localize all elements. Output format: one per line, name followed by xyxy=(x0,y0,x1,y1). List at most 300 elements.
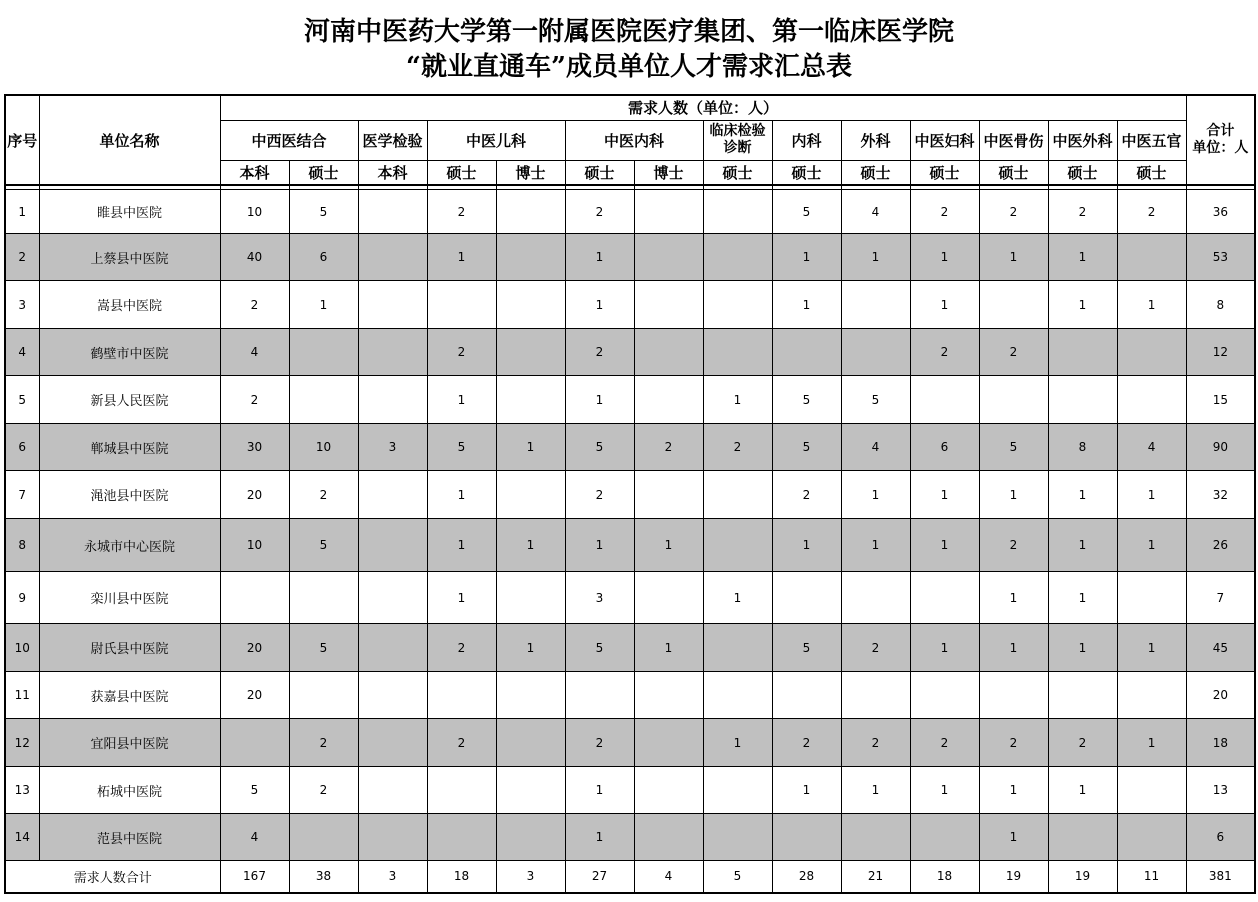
row-value-cell: 2 xyxy=(979,329,1048,376)
row-value-cell xyxy=(358,814,427,861)
row-total: 8 xyxy=(1186,281,1255,329)
summary-total: 381 xyxy=(1186,861,1255,893)
row-value-cell xyxy=(703,519,772,572)
row-seq: 3 xyxy=(5,281,39,329)
table-row xyxy=(5,624,1255,672)
row-value-cell: 2 xyxy=(1048,719,1117,767)
row-value-cell xyxy=(841,281,910,329)
row-unit-name: 新县人民医院 xyxy=(39,376,220,424)
row-value-cell: 1 xyxy=(979,814,1048,861)
row-value-cell: 5 xyxy=(772,190,841,234)
row-value-cell xyxy=(1117,329,1186,376)
row-value-cell: 5 xyxy=(979,424,1048,471)
row-value-cell xyxy=(496,471,565,519)
row-value-cell xyxy=(772,814,841,861)
row-value-cell: 1 xyxy=(565,519,634,572)
row-value-cell: 6 xyxy=(289,234,358,281)
row-value-cell xyxy=(1048,814,1117,861)
row-value-cell: 5 xyxy=(289,519,358,572)
row-value-cell xyxy=(979,281,1048,329)
row-value-cell xyxy=(220,572,289,624)
header-specialty-4: 临床检验诊断 xyxy=(703,120,772,160)
row-value-cell xyxy=(220,719,289,767)
row-value-cell: 5 xyxy=(772,424,841,471)
row-value-cell: 1 xyxy=(841,767,910,814)
row-value-cell: 5 xyxy=(220,767,289,814)
summary-value-cell: 19 xyxy=(1048,861,1117,893)
row-value-cell: 1 xyxy=(427,376,496,424)
row-value-cell xyxy=(703,624,772,672)
row-seq: 6 xyxy=(5,424,39,471)
summary-value-cell: 28 xyxy=(772,861,841,893)
title-line-2: “就业直通车”成员单位人才需求汇总表 xyxy=(406,52,852,82)
row-value-cell: 2 xyxy=(703,424,772,471)
row-value-cell: 3 xyxy=(565,572,634,624)
header-specialty-9: 中医外科 xyxy=(1048,120,1117,160)
row-value-cell: 2 xyxy=(220,376,289,424)
row-value-cell: 1 xyxy=(772,234,841,281)
row-value-cell: 2 xyxy=(289,767,358,814)
demand-summary-table xyxy=(4,94,1256,894)
row-value-cell xyxy=(358,376,427,424)
row-unit-name: 嵩县中医院 xyxy=(39,281,220,329)
row-unit-name: 郸城县中医院 xyxy=(39,424,220,471)
row-value-cell: 2 xyxy=(910,329,979,376)
header-degree-10: 硕士 xyxy=(910,160,979,185)
row-value-cell: 1 xyxy=(1117,281,1186,329)
row-value-cell: 1 xyxy=(1048,471,1117,519)
row-value-cell: 1 xyxy=(910,519,979,572)
row-total: 90 xyxy=(1186,424,1255,471)
row-value-cell xyxy=(703,814,772,861)
row-value-cell xyxy=(427,767,496,814)
header-total-label: 合计 xyxy=(1206,123,1235,139)
header-degree-12: 硕士 xyxy=(1048,160,1117,185)
row-value-cell: 1 xyxy=(910,471,979,519)
table-row xyxy=(5,767,1255,814)
row-value-cell: 2 xyxy=(1048,190,1117,234)
header-specialty-2: 中医儿科 xyxy=(427,120,565,160)
row-value-cell: 2 xyxy=(634,424,703,471)
header-specialty-0: 中西医结合 xyxy=(220,120,358,160)
row-value-cell xyxy=(358,190,427,234)
row-value-cell xyxy=(289,572,358,624)
table-row xyxy=(5,572,1255,624)
row-value-cell: 1 xyxy=(1048,281,1117,329)
row-seq: 2 xyxy=(5,234,39,281)
header-specialty-7: 中医妇科 xyxy=(910,120,979,160)
summary-label: 需求人数合计 xyxy=(5,861,220,893)
row-value-cell: 5 xyxy=(289,190,358,234)
row-unit-name: 获嘉县中医院 xyxy=(39,672,220,719)
row-total: 18 xyxy=(1186,719,1255,767)
header-degree-8: 硕士 xyxy=(772,160,841,185)
header-demand-group: 需求人数（单位：人） xyxy=(220,95,1186,120)
row-value-cell xyxy=(565,672,634,719)
row-value-cell: 10 xyxy=(220,519,289,572)
row-value-cell xyxy=(841,814,910,861)
row-value-cell: 1 xyxy=(979,624,1048,672)
row-value-cell: 1 xyxy=(427,519,496,572)
row-value-cell xyxy=(910,672,979,719)
row-value-cell: 5 xyxy=(841,376,910,424)
row-value-cell xyxy=(634,281,703,329)
row-value-cell xyxy=(1117,234,1186,281)
row-value-cell: 1 xyxy=(1117,624,1186,672)
row-value-cell xyxy=(772,572,841,624)
row-value-cell: 1 xyxy=(634,624,703,672)
row-value-cell xyxy=(634,471,703,519)
header-degree-13: 硕士 xyxy=(1117,160,1186,185)
row-value-cell xyxy=(634,376,703,424)
row-value-cell: 1 xyxy=(979,767,1048,814)
header-degree-5: 硕士 xyxy=(565,160,634,185)
row-total: 26 xyxy=(1186,519,1255,572)
row-value-cell: 20 xyxy=(220,624,289,672)
row-value-cell: 4 xyxy=(841,190,910,234)
row-value-cell xyxy=(496,814,565,861)
row-value-cell xyxy=(1117,767,1186,814)
row-value-cell xyxy=(358,234,427,281)
row-value-cell: 1 xyxy=(703,572,772,624)
row-value-cell xyxy=(496,281,565,329)
header-degree-2: 本科 xyxy=(358,160,427,185)
row-value-cell: 2 xyxy=(772,471,841,519)
row-value-cell: 2 xyxy=(1117,190,1186,234)
row-unit-name: 渑池县中医院 xyxy=(39,471,220,519)
row-value-cell xyxy=(289,814,358,861)
row-seq: 5 xyxy=(5,376,39,424)
header-degree-9: 硕士 xyxy=(841,160,910,185)
row-value-cell xyxy=(841,572,910,624)
header-degree-3: 硕士 xyxy=(427,160,496,185)
row-value-cell xyxy=(703,234,772,281)
summary-value-cell: 18 xyxy=(910,861,979,893)
row-value-cell: 20 xyxy=(220,471,289,519)
summary-value-cell: 27 xyxy=(565,861,634,893)
row-value-cell: 5 xyxy=(772,376,841,424)
header-specialty-10: 中医五官 xyxy=(1117,120,1186,160)
row-unit-name: 永城市中心医院 xyxy=(39,519,220,572)
row-value-cell: 2 xyxy=(565,471,634,519)
row-value-cell: 10 xyxy=(289,424,358,471)
row-value-cell: 1 xyxy=(703,719,772,767)
table-row xyxy=(5,190,1255,234)
row-value-cell xyxy=(358,572,427,624)
row-value-cell xyxy=(979,672,1048,719)
row-value-cell: 2 xyxy=(427,624,496,672)
row-value-cell: 1 xyxy=(1048,624,1117,672)
row-unit-name: 尉氏县中医院 xyxy=(39,624,220,672)
row-value-cell xyxy=(358,672,427,719)
row-value-cell xyxy=(703,471,772,519)
row-total: 36 xyxy=(1186,190,1255,234)
row-value-cell xyxy=(427,672,496,719)
row-value-cell xyxy=(289,376,358,424)
row-value-cell: 1 xyxy=(841,519,910,572)
row-total: 6 xyxy=(1186,814,1255,861)
row-value-cell xyxy=(979,376,1048,424)
row-value-cell: 40 xyxy=(220,234,289,281)
row-total: 53 xyxy=(1186,234,1255,281)
row-unit-name: 上蔡县中医院 xyxy=(39,234,220,281)
row-value-cell xyxy=(703,767,772,814)
row-value-cell: 1 xyxy=(772,767,841,814)
row-value-cell xyxy=(427,281,496,329)
summary-value-cell: 4 xyxy=(634,861,703,893)
row-value-cell: 4 xyxy=(841,424,910,471)
row-seq: 1 xyxy=(5,190,39,234)
row-value-cell xyxy=(496,234,565,281)
row-value-cell: 2 xyxy=(427,329,496,376)
row-unit-name: 柘城中医院 xyxy=(39,767,220,814)
header-degree-4: 博士 xyxy=(496,160,565,185)
row-total: 13 xyxy=(1186,767,1255,814)
summary-value-cell: 11 xyxy=(1117,861,1186,893)
row-value-cell xyxy=(289,672,358,719)
summary-value-cell: 167 xyxy=(220,861,289,893)
summary-value-cell: 5 xyxy=(703,861,772,893)
row-value-cell xyxy=(910,572,979,624)
row-value-cell: 2 xyxy=(565,719,634,767)
row-value-cell: 5 xyxy=(772,624,841,672)
row-value-cell: 1 xyxy=(772,281,841,329)
row-value-cell: 5 xyxy=(565,624,634,672)
row-value-cell xyxy=(1048,376,1117,424)
row-value-cell: 2 xyxy=(979,519,1048,572)
row-seq: 11 xyxy=(5,672,39,719)
row-value-cell: 1 xyxy=(1048,519,1117,572)
row-seq: 8 xyxy=(5,519,39,572)
row-value-cell xyxy=(841,329,910,376)
row-value-cell: 1 xyxy=(1117,519,1186,572)
row-total: 15 xyxy=(1186,376,1255,424)
row-value-cell: 8 xyxy=(1048,424,1117,471)
row-value-cell xyxy=(496,376,565,424)
row-value-cell: 2 xyxy=(910,190,979,234)
row-value-cell: 1 xyxy=(1048,234,1117,281)
row-value-cell: 1 xyxy=(841,234,910,281)
row-value-cell: 1 xyxy=(841,471,910,519)
row-value-cell: 2 xyxy=(979,719,1048,767)
row-value-cell: 5 xyxy=(427,424,496,471)
row-value-cell: 1 xyxy=(496,424,565,471)
row-value-cell: 1 xyxy=(1048,767,1117,814)
row-value-cell xyxy=(910,376,979,424)
row-value-cell xyxy=(1048,672,1117,719)
table-row xyxy=(5,329,1255,376)
row-value-cell: 1 xyxy=(910,281,979,329)
row-seq: 12 xyxy=(5,719,39,767)
row-value-cell xyxy=(496,767,565,814)
row-seq: 4 xyxy=(5,329,39,376)
row-value-cell: 1 xyxy=(979,234,1048,281)
row-value-cell xyxy=(634,190,703,234)
table-row xyxy=(5,814,1255,861)
row-value-cell xyxy=(358,719,427,767)
row-value-cell xyxy=(427,814,496,861)
row-value-cell xyxy=(1117,376,1186,424)
row-unit-name: 栾川县中医院 xyxy=(39,572,220,624)
row-value-cell xyxy=(1117,672,1186,719)
row-value-cell xyxy=(496,572,565,624)
summary-value-cell: 19 xyxy=(979,861,1048,893)
row-value-cell: 1 xyxy=(1117,719,1186,767)
row-unit-name: 范县中医院 xyxy=(39,814,220,861)
row-value-cell xyxy=(634,672,703,719)
row-value-cell: 2 xyxy=(841,719,910,767)
row-value-cell: 1 xyxy=(1048,572,1117,624)
row-value-cell xyxy=(358,624,427,672)
row-value-cell xyxy=(703,672,772,719)
row-value-cell xyxy=(358,519,427,572)
table-row xyxy=(5,672,1255,719)
row-seq: 9 xyxy=(5,572,39,624)
row-value-cell: 1 xyxy=(565,767,634,814)
row-value-cell xyxy=(289,329,358,376)
row-value-cell: 30 xyxy=(220,424,289,471)
header-specialty-1: 医学检验 xyxy=(358,120,427,160)
row-value-cell: 2 xyxy=(289,471,358,519)
summary-value-cell: 21 xyxy=(841,861,910,893)
table-row xyxy=(5,471,1255,519)
row-value-cell: 1 xyxy=(910,234,979,281)
row-value-cell xyxy=(496,719,565,767)
row-value-cell: 5 xyxy=(289,624,358,672)
row-value-cell xyxy=(841,672,910,719)
row-value-cell: 1 xyxy=(565,814,634,861)
row-value-cell: 4 xyxy=(220,814,289,861)
row-value-cell xyxy=(772,329,841,376)
row-value-cell: 2 xyxy=(565,190,634,234)
row-value-cell: 1 xyxy=(1117,471,1186,519)
table-row xyxy=(5,376,1255,424)
row-value-cell: 1 xyxy=(634,519,703,572)
row-seq: 10 xyxy=(5,624,39,672)
table-row xyxy=(5,519,1255,572)
row-total: 12 xyxy=(1186,329,1255,376)
row-value-cell xyxy=(358,471,427,519)
row-value-cell: 1 xyxy=(910,624,979,672)
row-total: 32 xyxy=(1186,471,1255,519)
row-value-cell: 1 xyxy=(496,519,565,572)
row-value-cell: 4 xyxy=(1117,424,1186,471)
row-value-cell: 1 xyxy=(910,767,979,814)
row-value-cell: 5 xyxy=(565,424,634,471)
table-row xyxy=(5,719,1255,767)
row-value-cell xyxy=(703,190,772,234)
row-value-cell xyxy=(703,281,772,329)
row-value-cell: 1 xyxy=(979,471,1048,519)
row-value-cell xyxy=(1117,572,1186,624)
row-seq: 13 xyxy=(5,767,39,814)
header-specialty-8: 中医骨伤 xyxy=(979,120,1048,160)
summary-value-cell: 3 xyxy=(496,861,565,893)
header-unit-name: 单位名称 xyxy=(39,95,220,185)
row-value-cell: 3 xyxy=(358,424,427,471)
row-value-cell xyxy=(634,572,703,624)
header-total-unit: 单位：人 xyxy=(1192,140,1249,156)
row-value-cell: 20 xyxy=(220,672,289,719)
row-value-cell: 2 xyxy=(427,190,496,234)
row-value-cell xyxy=(634,767,703,814)
row-value-cell xyxy=(358,767,427,814)
row-value-cell xyxy=(634,814,703,861)
row-value-cell xyxy=(910,814,979,861)
header-degree-6: 博士 xyxy=(634,160,703,185)
row-value-cell: 6 xyxy=(910,424,979,471)
row-unit-name: 宜阳县中医院 xyxy=(39,719,220,767)
row-value-cell xyxy=(496,672,565,719)
row-value-cell: 1 xyxy=(496,624,565,672)
row-value-cell: 2 xyxy=(220,281,289,329)
row-value-cell: 2 xyxy=(289,719,358,767)
row-value-cell: 1 xyxy=(427,471,496,519)
row-value-cell: 1 xyxy=(565,281,634,329)
summary-value-cell: 3 xyxy=(358,861,427,893)
row-value-cell: 1 xyxy=(565,234,634,281)
header-specialty-6: 外科 xyxy=(841,120,910,160)
table-row xyxy=(5,424,1255,471)
row-value-cell xyxy=(703,329,772,376)
row-total: 45 xyxy=(1186,624,1255,672)
row-value-cell xyxy=(496,329,565,376)
row-value-cell xyxy=(634,719,703,767)
row-value-cell: 10 xyxy=(220,190,289,234)
row-value-cell xyxy=(496,190,565,234)
row-value-cell: 2 xyxy=(427,719,496,767)
row-total: 20 xyxy=(1186,672,1255,719)
row-value-cell: 1 xyxy=(427,234,496,281)
row-value-cell xyxy=(634,234,703,281)
row-value-cell xyxy=(358,329,427,376)
row-value-cell xyxy=(772,672,841,719)
row-value-cell: 1 xyxy=(703,376,772,424)
row-value-cell: 2 xyxy=(979,190,1048,234)
summary-value-cell: 18 xyxy=(427,861,496,893)
row-value-cell: 1 xyxy=(979,572,1048,624)
header-degree-7: 硕士 xyxy=(703,160,772,185)
row-value-cell xyxy=(1048,329,1117,376)
row-unit-name: 睢县中医院 xyxy=(39,190,220,234)
table-row xyxy=(5,281,1255,329)
row-value-cell xyxy=(358,281,427,329)
table-row xyxy=(5,234,1255,281)
row-value-cell xyxy=(1117,814,1186,861)
row-value-cell: 2 xyxy=(772,719,841,767)
row-value-cell: 1 xyxy=(772,519,841,572)
row-value-cell: 2 xyxy=(841,624,910,672)
header-specialty-5: 内科 xyxy=(772,120,841,160)
header-degree-0: 本科 xyxy=(220,160,289,185)
summary-value-cell: 38 xyxy=(289,861,358,893)
row-value-cell: 4 xyxy=(220,329,289,376)
row-unit-name: 鹤壁市中医院 xyxy=(39,329,220,376)
row-value-cell: 2 xyxy=(565,329,634,376)
row-seq: 14 xyxy=(5,814,39,861)
title-line-1: 河南中医药大学第一附属医院医疗集团、第一临床医学院 xyxy=(303,17,954,47)
header-total xyxy=(1186,95,1255,185)
row-value-cell: 1 xyxy=(427,572,496,624)
row-seq: 7 xyxy=(5,471,39,519)
header-degree-1: 硕士 xyxy=(289,160,358,185)
row-value-cell: 1 xyxy=(289,281,358,329)
row-value-cell: 2 xyxy=(910,719,979,767)
header-specialty-3: 中医内科 xyxy=(565,120,703,160)
row-total: 7 xyxy=(1186,572,1255,624)
summary-row xyxy=(5,861,1255,893)
header-degree-11: 硕士 xyxy=(979,160,1048,185)
